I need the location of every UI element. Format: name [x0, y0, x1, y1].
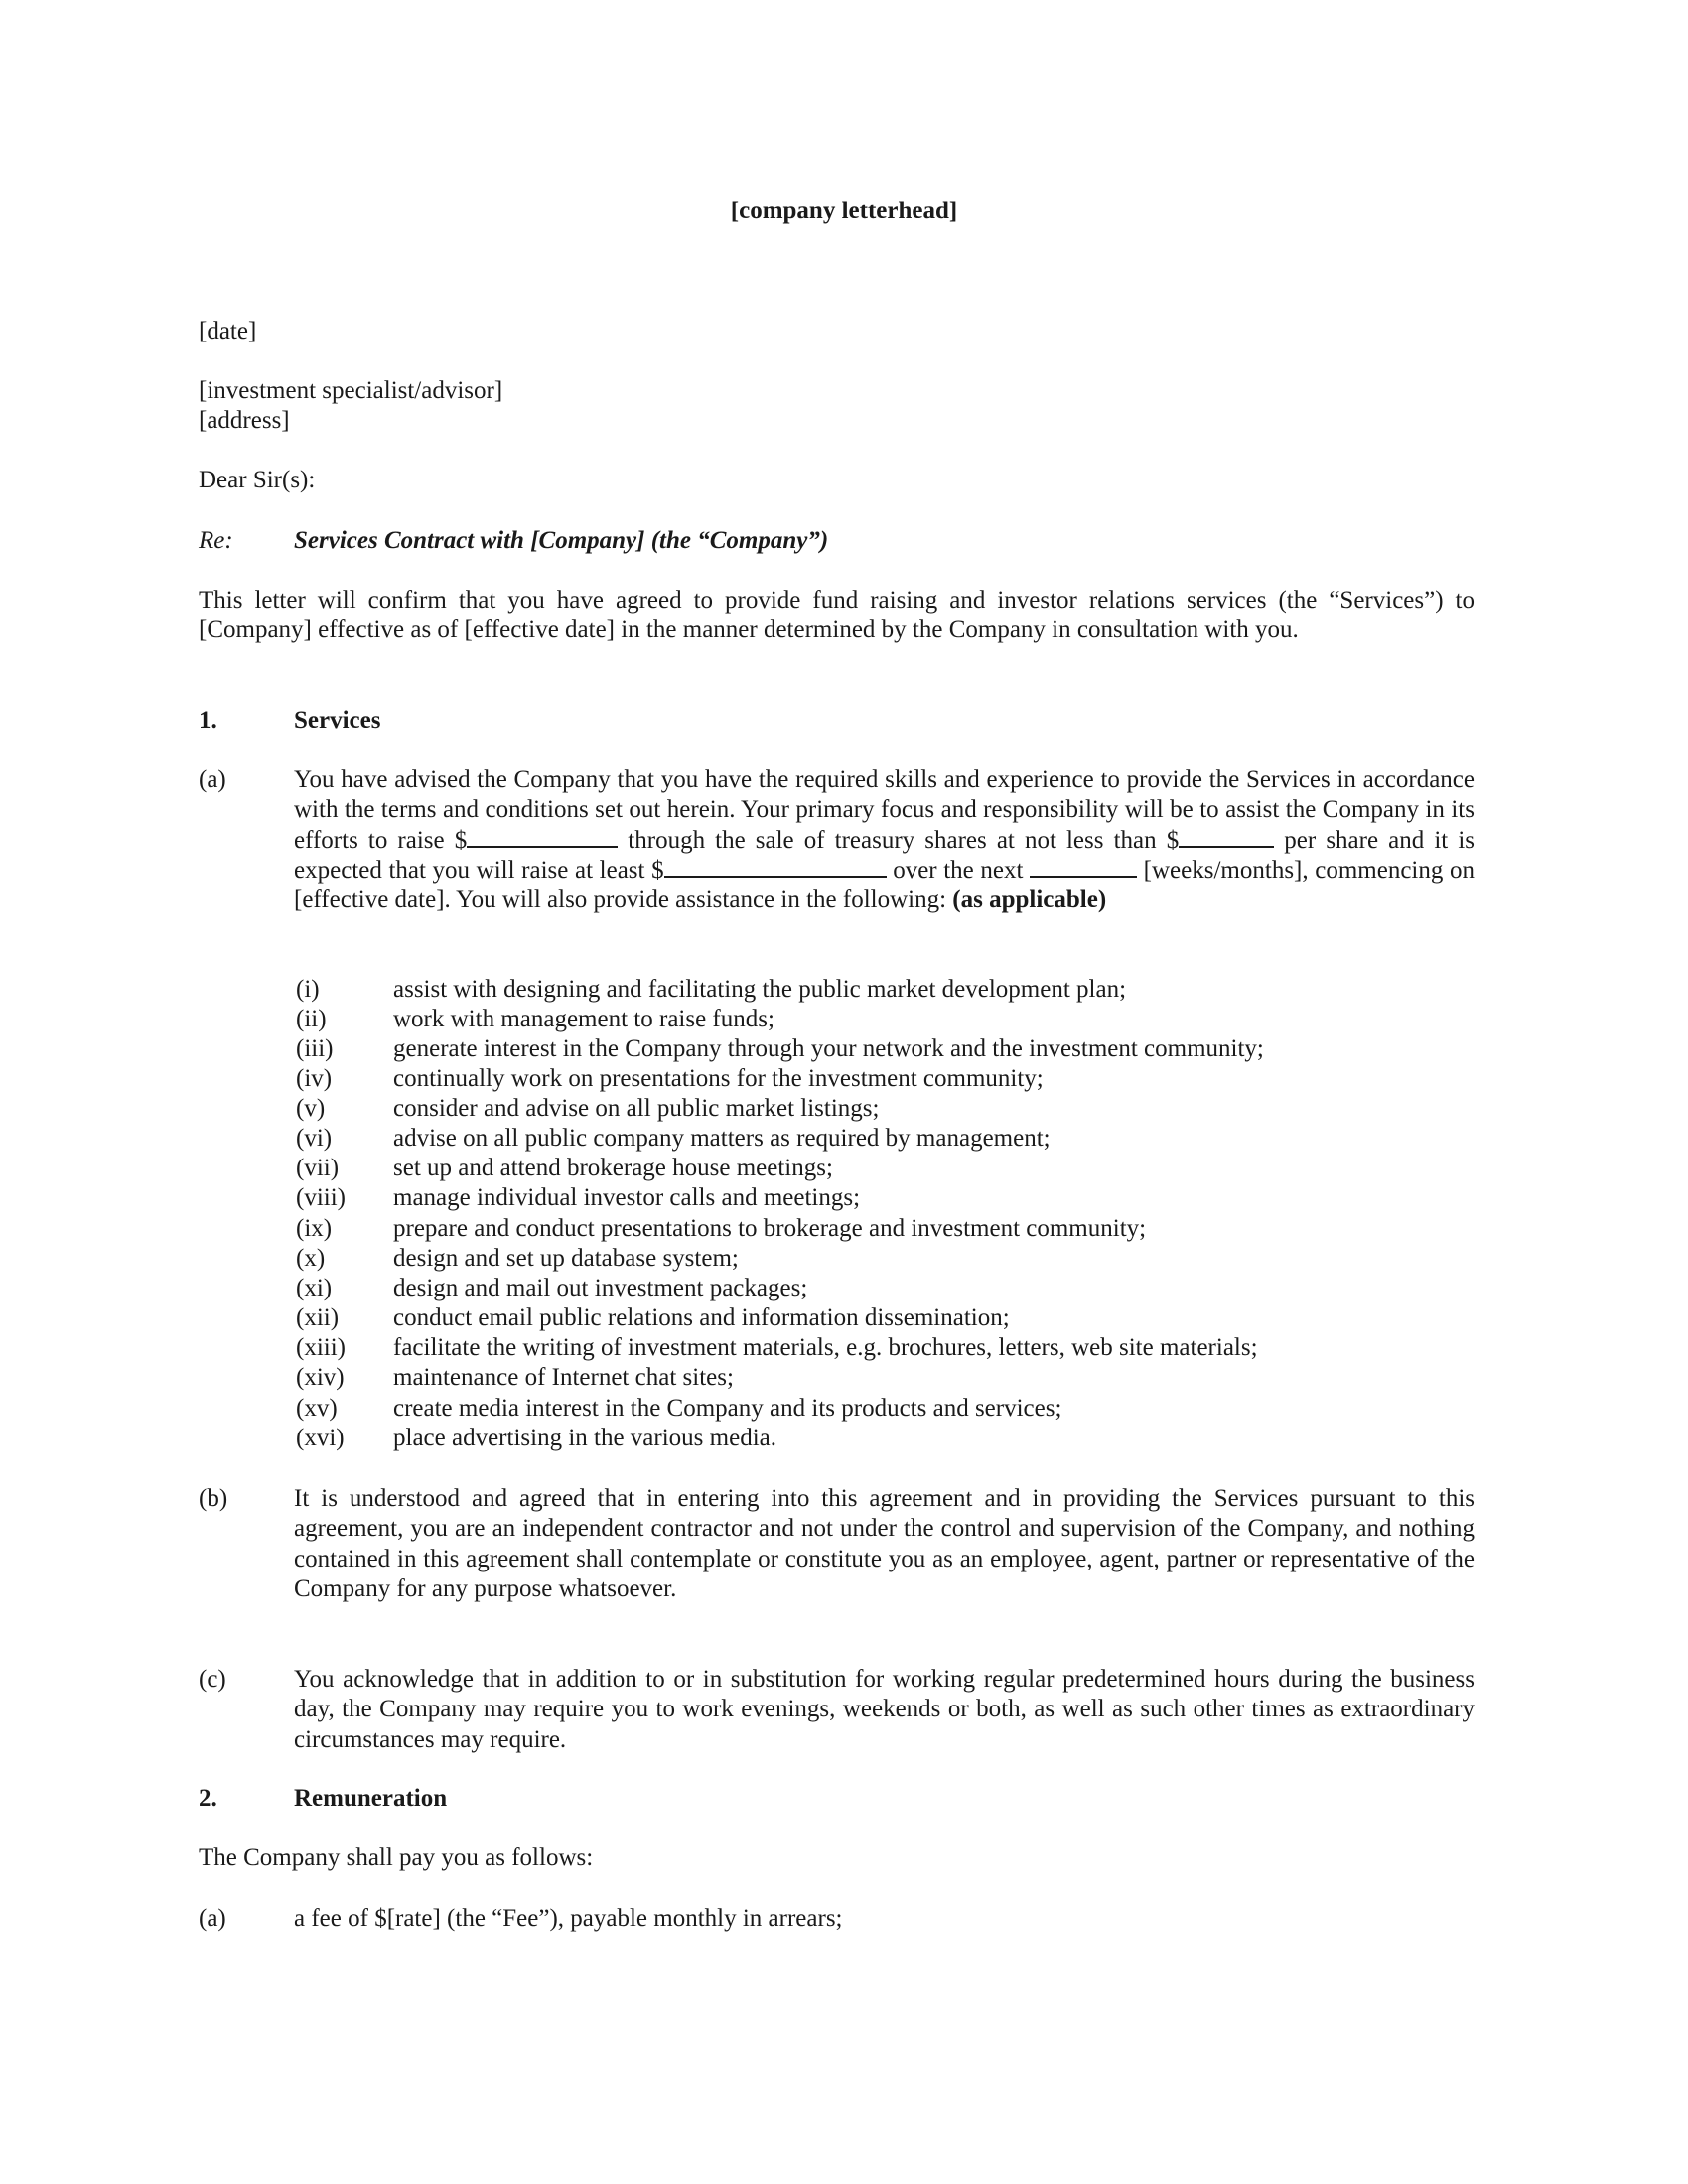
list-item-number: (x) [296, 1245, 326, 1272]
re-label: Re: [199, 527, 233, 554]
clause-1c-text: You acknowledge that in addition to or in substitution for working regular predetermined hours during the business day, the Company may require you to work evenings, weekends or both, as well as such other times as extraordinary circumstances may require. [294, 1666, 1475, 1753]
list-item-text: advise on all public company matters as required by management; [393, 1125, 1051, 1152]
list-item-text: assist with designing and facilitating the public market development plan; [393, 976, 1127, 1003]
list-item-number: (i) [296, 976, 320, 1003]
section-2-title: Remuneration [294, 1785, 448, 1812]
re-subject: Services Contract with [Company] (the “Company”) [294, 527, 829, 554]
letterhead-placeholder: [company letterhead] [730, 198, 958, 224]
date-line: [date] [199, 318, 257, 344]
section-1-title: Services [294, 707, 381, 734]
clause-2a-label: (a) [199, 1905, 226, 1932]
list-item-text: set up and attend brokerage house meetings; [393, 1155, 833, 1181]
list-item-text: generate interest in the Company through your network and the investment community; [393, 1035, 1264, 1062]
price-per-share-blank[interactable] [1179, 826, 1274, 848]
clause-1b-text: It is understood and agreed that in entering into this agreement and in providing the Services pursuant to this agreement, you are an independent contractor and not under the control and supervision of the Company, and nothing contained in this agreement shall contemplate or constitute you as an employee, agent, partner or representative of the Company for any purpose whatsoever. [294, 1485, 1475, 1602]
clause-1a-part5: [weeks/months], commencing on [effective date]. You will also provide assistance in the following: [294, 856, 1475, 914]
section-2-number: 2. [199, 1785, 217, 1812]
list-item-number: (xii) [296, 1304, 340, 1331]
clause-1b-label: (b) [199, 1485, 228, 1512]
clause-1a-part1: You have advised the Company that you have the required skills and experience to provide the Services in accordance with the terms and conditions set out herein. Your primary focus and responsibility will be to assist the Company in its efforts to raise $ [294, 766, 1475, 854]
intro-paragraph: This letter will confirm that you have agreed to provide fund raising and investor relations services (the “Services”) to [Company] effective as of [effective date] in the manner determined by the Company in consultation with you. [199, 587, 1475, 644]
salutation: Dear Sir(s): [199, 467, 316, 493]
list-item-number: (xvi) [296, 1425, 345, 1451]
list-item-text: work with management to raise funds; [393, 1006, 774, 1032]
list-item-number: (viii) [296, 1184, 346, 1211]
list-item-text: design and set up database system; [393, 1245, 739, 1272]
clause-1a-part3: per share and it is expected that you will raise at least $ [294, 826, 1475, 884]
list-item-number: (iii) [296, 1035, 334, 1062]
clause-1a-part4: over the next [886, 856, 1031, 884]
recipient-name: [investment specialist/advisor] [199, 377, 503, 404]
clause-1a-part2: through the sale of treasury shares at not less than $ [618, 826, 1180, 854]
clause-1a-label: (a) [199, 766, 226, 793]
list-item-number: (ix) [296, 1215, 333, 1242]
remuneration-intro: The Company shall pay you as follows: [199, 1844, 594, 1871]
list-item-text: create media interest in the Company and its products and services; [393, 1395, 1062, 1422]
list-item-number: (xv) [296, 1395, 338, 1422]
list-item-number: (xi) [296, 1275, 333, 1301]
list-item-text: manage individual investor calls and meetings; [393, 1184, 861, 1211]
list-item-number: (ii) [296, 1006, 327, 1032]
amount-raise-blank[interactable] [467, 826, 618, 848]
list-item-text: maintenance of Internet chat sites; [393, 1364, 734, 1391]
list-item-number: (v) [296, 1095, 326, 1122]
clause-2a-text: a fee of $[rate] (the “Fee”), payable monthly in arrears; [294, 1905, 843, 1932]
list-item-text: consider and advise on all public market listings; [393, 1095, 880, 1122]
list-item-number: (xiv) [296, 1364, 345, 1391]
list-item-text: facilitate the writing of investment materials, e.g. brochures, letters, web site materials; [393, 1334, 1258, 1361]
list-item-text: place advertising in the various media. [393, 1425, 776, 1451]
period-blank[interactable] [1030, 856, 1137, 878]
list-item-text: conduct email public relations and information dissemination; [393, 1304, 1010, 1331]
clause-1c-label: (c) [199, 1666, 226, 1693]
clause-1a-text [294, 765, 1475, 915]
minimum-raise-blank[interactable] [664, 856, 887, 878]
list-item-text: continually work on presentations for the investment community; [393, 1065, 1044, 1092]
section-1-number: 1. [199, 707, 217, 734]
recipient-address: [address] [199, 407, 290, 434]
as-applicable-note: (as applicable) [952, 887, 1107, 914]
list-item-number: (vii) [296, 1155, 340, 1181]
list-item-number: (xiii) [296, 1334, 346, 1361]
list-item-number: (vi) [296, 1125, 333, 1152]
list-item-text: prepare and conduct presentations to brokerage and investment community; [393, 1215, 1147, 1242]
list-item-text: design and mail out investment packages; [393, 1275, 808, 1301]
list-item-number: (iv) [296, 1065, 333, 1092]
